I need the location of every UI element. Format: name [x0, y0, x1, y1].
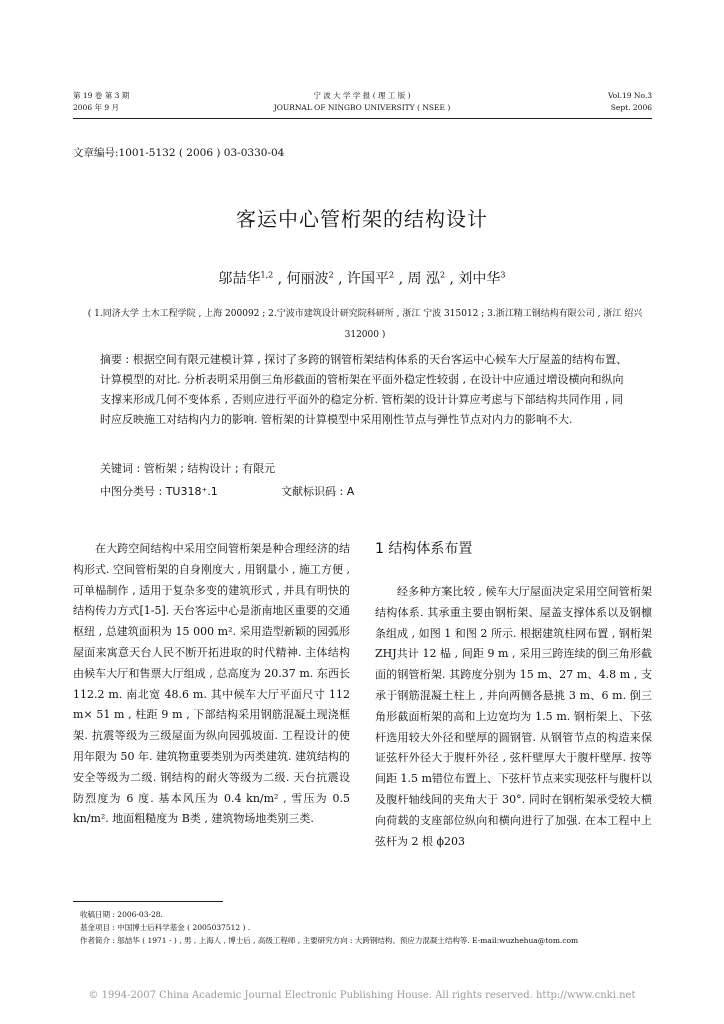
author-name: 周 泓: [407, 271, 440, 287]
author-separator: ,: [273, 271, 287, 287]
author-name: 邬喆华: [218, 271, 261, 287]
author-affiliation-mark: 2: [328, 270, 334, 280]
journal-title-en: JOURNAL OF NINGBO UNIVERSITY ( NSEE ): [273, 103, 451, 112]
section-heading: 1 结构体系布置: [375, 541, 473, 557]
journal-title-cn: 宁 波 大 学 学 报 ( 理 工 版 ): [313, 91, 411, 100]
author-affiliation-mark: 1,2: [260, 270, 274, 280]
author-name: 刘中华: [458, 271, 501, 287]
author-list: [0, 268, 724, 288]
document-code: 文献标识码 : A: [281, 485, 355, 498]
author-affiliation-mark: 2: [389, 270, 395, 280]
author-affiliation-mark: 3: [500, 270, 506, 280]
copyright-watermark: © 1994-2007 China Academic Journal Electronic Publishing House. All rights reserved. http://www.cnki.net: [88, 990, 636, 1001]
keywords: 关键词 : 管桁架 ; 结构设计 ; 有限元: [100, 462, 276, 475]
footnote-fund: 基金项目 : 中国博士后科学基金 ( 2005037512 ) .: [80, 923, 251, 932]
footnote-rule: [73, 901, 223, 902]
author-name: 许国平: [347, 271, 390, 287]
date-cn: 2006 年 9 月: [73, 103, 120, 112]
author-affiliation-mark: 2: [439, 270, 446, 280]
author-separator: ,: [394, 271, 408, 287]
author-separator: ,: [445, 271, 459, 287]
body-right-column: 经多种方案比较 , 候车大厅屋面决定采用空间管桁架结构体系. 其承重主要由钢桁架、屋盖支撑体系以及钢檩条组成 , 如图 1 和图 2 所示. 根据建筑柱网布置 , 钢桁架ZHJ共计 12 榀 , 间距 9 m , 采用三跨连续的倒三角形截面的钢管桁架. 其跨度分别为 15 m、27 m、4.8 m , 支承于钢筋混凝土柱上 , 并向两侧各悬挑 3 m、6 m. 倒三角形截面桁架的高和上边宽均为 1.5 m. 钢桁架上、下弦杆选用较大外径和壁厚的圆钢管. 从钢管节点的构造来保证弦杆外径大于腹杆外径 , 弦杆壁厚大于腹杆壁厚. 按等间距 1.5 m错位布置上、下弦杆节点来实现弦杆与腹杆以及腹杆轴线间的夹角大于 30°. 同时在钢桁架承受较大横向荷载的支座部位纵向和横向进行了加强. 在本工程中上弦杆为 2 根 ϕ203: [375, 585, 652, 848]
affiliations: ( 1.同济大学 土木工程学院 , 上海 200092 ; 2.宁波市建筑设计研究院科研所 , 浙江 宁波 315012 ; 3.浙江精工钢结构有限公司 , 浙江 绍兴 312000 ): [87, 309, 643, 340]
article-number: 文章编号:1001-5132 ( 2006 ) 03-0330-04: [73, 147, 285, 159]
header-right: [608, 90, 652, 114]
author-name: 何丽波: [286, 271, 329, 287]
footnote-received: 收稿日期 : 2006-03-28.: [80, 910, 163, 919]
volume-cn: 第 19 卷 第 3 期: [73, 91, 130, 100]
date-en: Sept. 2006: [610, 103, 652, 112]
footnote-author: 作者简介 : 邬喆华 ( 1971 - ) , 男 , 上海人 , 博士后 , 高级工程师 , 主要研究方向 : 大跨钢结构、预应力混凝土结构等. E-mail:wuzhehua@tom.com: [80, 936, 579, 945]
classification-number: 中图分类号 : TU318⁺.1: [100, 485, 218, 498]
author-separator: ,: [333, 271, 348, 287]
paper-title: 客运中心管桁架的结构设计: [236, 207, 488, 231]
volume-en: Vol.19 No.3: [607, 91, 652, 100]
body-left-column: 在大跨空间结构中采用空间管桁架是种合理经济的结构形式. 空间管桁架的自身刚度大 , 用钢量小 , 施工方便 , 可单榀制作 , 适用于复杂多变的建筑形式 , 并具有明快的结构传力方式[1-5]. 天台客运中心是浙南地区重要的交通枢纽 , 总建筑面积为 15 000 m². 采用造型新颖的园弧形屋面来寓意天台人民不断开拓进取的时代精神. 主体结构由候车大厅和售票大厅组成 , 总高度为 20.37 m. 东西长 112.2 m. 南北宽 48.6 m. 其中候车大厅平面尺寸 112 m× 51 m , 柱距 9 m , 下部结构采用钢筋混凝土现浇框架. 抗震等级为三级屋面为纵向园弧坡面. 工程设计的使用年限为 50 年. 建筑物重要类别为丙类建筑. 建筑结构的安全等级为二级. 钢结构的耐火等级为二级. 天台抗震设防烈度为 6 度. 基本风压为 0.4 kn/m² , 雪压为 0.5 kn/m². 地面粗糙度为 B类 , 建筑物场地类别三类.: [73, 542, 350, 826]
header-rule: [73, 118, 652, 119]
abstract: 摘要 : 根据空间有限元建模计算 , 探讨了多跨的钢管桁架结构体系的天台客运中心候车大厅屋盖的结构布置、计算模型的对比. 分析表明采用倒三角形截面的管桁架在平面外稳定性较弱 , 在设计中应通过增设横向和纵向支撑来形成几何不变体系 , 否则应进行平面外的稳定分析. 管桁架的设计计算应考虑与下部结构共同作用 , 同时应反映施工对结构内力的影响. 管桁架的计算模型中采用刚性节点与弹性节点对内力的影响不大.: [100, 353, 628, 426]
